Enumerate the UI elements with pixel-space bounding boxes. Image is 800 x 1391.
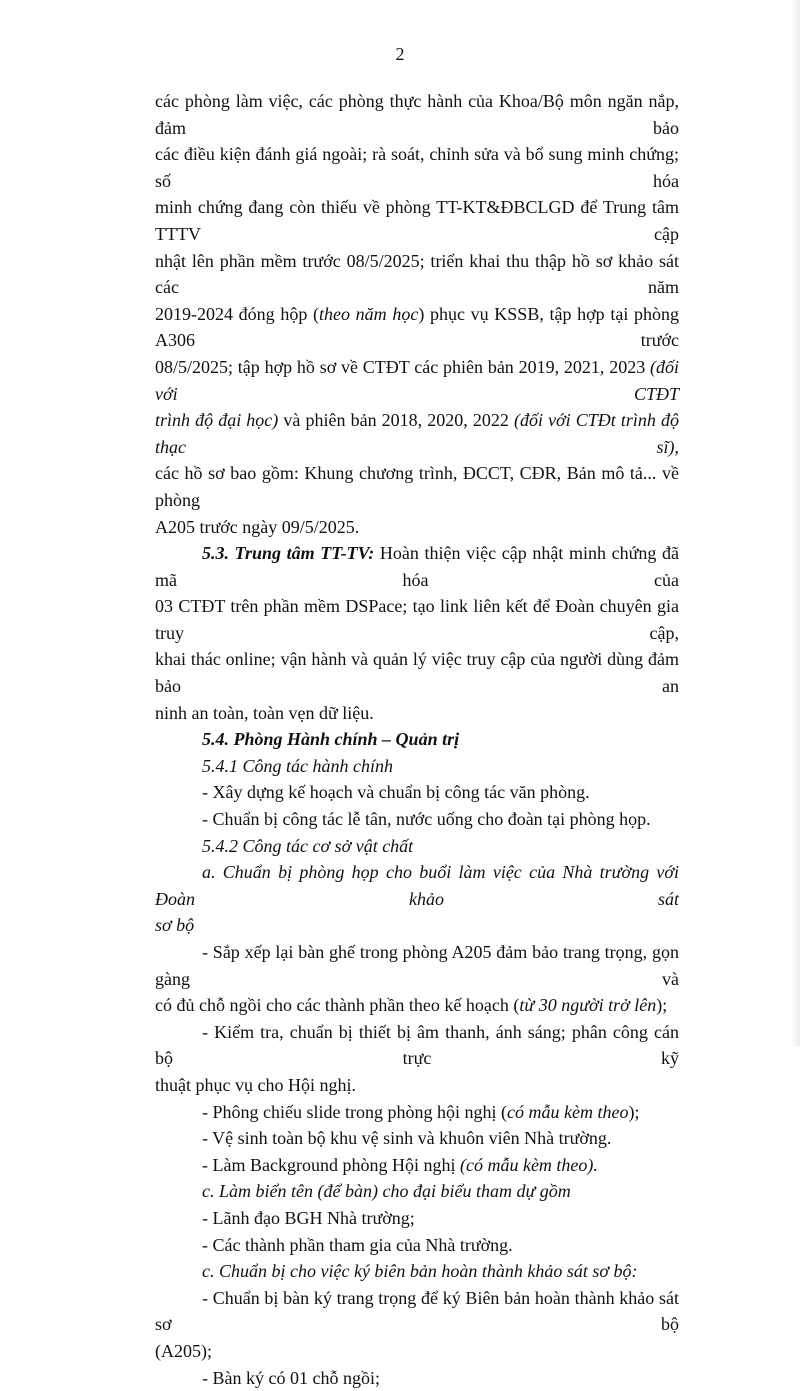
- list-item: - Chuẩn bị bàn ký trang trọng để ký Biên bản hoàn thành khảo sát sơ bộ: [155, 1285, 679, 1338]
- text-line: các hồ sơ bao gồm: Khung chương trình, ĐCCT, CĐR, Bản mô tả... về phòng: [155, 460, 679, 513]
- list-item: - Chuẩn bị công tác lễ tân, nước uống cho đoàn tại phòng họp.: [155, 806, 679, 833]
- text-line: A205 trước ngày 09/5/2025.: [155, 514, 679, 541]
- text-line: 03 CTĐT trên phần mềm DSPace; tạo link liên kết để Đoàn chuyên gia truy cập,: [155, 593, 679, 646]
- section-5-4-heading: 5.4. Phòng Hành chính – Quản trị: [155, 726, 679, 753]
- text-line: các điều kiện đánh giá ngoài; rà soát, chỉnh sửa và bổ sung minh chứng; số hóa: [155, 141, 679, 194]
- list-item-cont: có đủ chỗ ngồi cho các thành phần theo kế hoạch (từ 30 người trở lên);: [155, 992, 679, 1019]
- list-item: - Làm Background phòng Hội nghị (có mẫu kèm theo).: [155, 1152, 679, 1179]
- list-item: - Bàn ký có 01 chỗ ngồi;: [155, 1365, 679, 1391]
- list-item: - Kiểm tra, chuẩn bị thiết bị âm thanh, ánh sáng; phân công cán bộ trực kỹ: [155, 1019, 679, 1072]
- section-5-3-line: 5.3. Trung tâm TT-TV: Hoàn thiện việc cập nhật minh chứng đã mã hóa của: [155, 540, 679, 593]
- subsection-5-4-2-heading: 5.4.2 Công tác cơ sở vật chất: [155, 833, 679, 860]
- list-item: - Lãnh đạo BGH Nhà trường;: [155, 1205, 679, 1232]
- text-line: 08/5/2025; tập hợp hồ sơ về CTĐT các phiên bản 2019, 2021, 2023 (đối với CTĐT: [155, 354, 679, 407]
- document-body: [155, 88, 679, 1391]
- list-item: - Vệ sinh toàn bộ khu vệ sinh và khuôn viên Nhà trường.: [155, 1125, 679, 1152]
- list-item: - Sắp xếp lại bàn ghế trong phòng A205 đảm bảo trang trọng, gọn gàng và: [155, 939, 679, 992]
- item-a-heading: a. Chuẩn bị phòng họp cho buổi làm việc của Nhà trường với Đoàn khảo sát: [155, 859, 679, 912]
- page-edge-shadow: [790, 0, 800, 1046]
- text-line: trình độ đại học) và phiên bản 2018, 2020, 2022 (đối với CTĐt trình độ thạc sĩ),: [155, 407, 679, 460]
- text-line: minh chứng đang còn thiếu về phòng TT-KT&ĐBCLGD để Trung tâm TTTV cập: [155, 194, 679, 247]
- page-number: 2: [0, 44, 800, 65]
- section-5-3-heading: 5.3. Trung tâm TT-TV:: [202, 543, 374, 563]
- list-item: - Xây dựng kế hoạch và chuẩn bị công tác văn phòng.: [155, 779, 679, 806]
- item-c-signing-heading: c. Chuẩn bị cho việc ký biên bản hoàn thành khảo sát sơ bộ:: [155, 1258, 679, 1285]
- item-c-nameplate-heading: c. Làm biển tên (để bàn) cho đại biểu tham dự gồm: [155, 1178, 679, 1205]
- text-line: khai thác online; vận hành và quản lý việc truy cập của người dùng đảm bảo an: [155, 646, 679, 699]
- list-item-cont: thuật phục vụ cho Hội nghị.: [155, 1072, 679, 1099]
- text-line: 2019-2024 đóng hộp (theo năm học) phục vụ KSSB, tập hợp tại phòng A306 trước: [155, 301, 679, 354]
- list-item-cont: (A205);: [155, 1338, 679, 1365]
- list-item: - Phông chiếu slide trong phòng hội nghị (có mẫu kèm theo);: [155, 1099, 679, 1126]
- list-item: - Các thành phần tham gia của Nhà trường.: [155, 1232, 679, 1259]
- item-a-heading-cont: sơ bộ: [155, 912, 679, 939]
- text-line: các phòng làm việc, các phòng thực hành của Khoa/Bộ môn ngăn nắp, đảm bảo: [155, 88, 679, 141]
- text-line: nhật lên phần mềm trước 08/5/2025; triển khai thu thập hồ sơ khảo sát các năm: [155, 248, 679, 301]
- text-line: ninh an toàn, toàn vẹn dữ liệu.: [155, 700, 679, 727]
- subsection-5-4-1-heading: 5.4.1 Công tác hành chính: [155, 753, 679, 780]
